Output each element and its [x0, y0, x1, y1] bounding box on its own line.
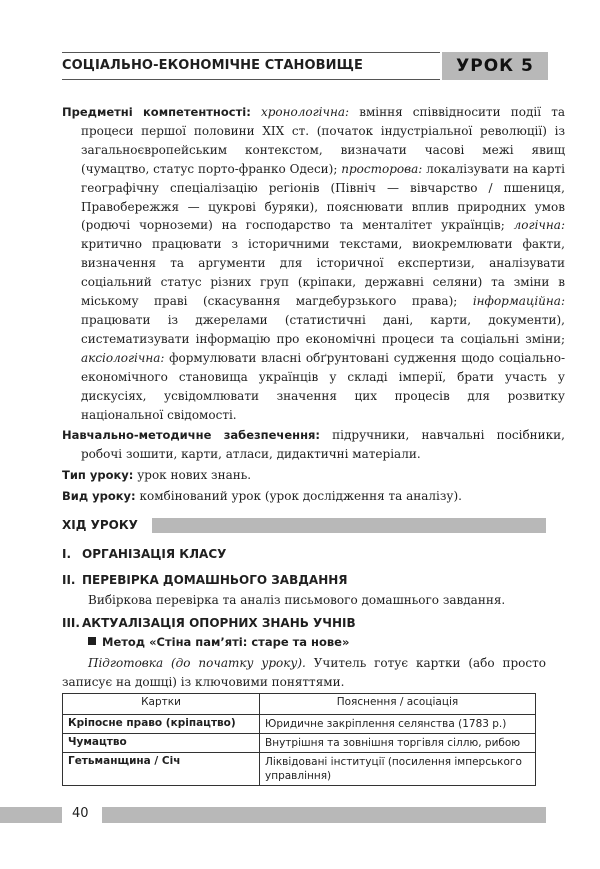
info-term: інформаційна:	[472, 294, 565, 309]
table-cell-def: Ліквідовані інституції (посилення імперського управління)	[260, 753, 536, 786]
table-cell-term: Кріпосне право (кріпацтво)	[63, 715, 260, 734]
section-heading	[62, 547, 226, 561]
footer-bar-right	[102, 807, 546, 823]
section-number: III.	[62, 616, 80, 630]
table-row	[63, 734, 536, 753]
footer-bar-left	[0, 807, 62, 823]
competences-label: Предметні компетентності:	[62, 105, 251, 119]
bullet-square-icon	[88, 637, 96, 645]
competences-paragraph	[62, 103, 565, 424]
prep-text: Учитель готує картки (або просто записує на дошці) із ключовими поняттями.	[62, 656, 546, 689]
lesson-type-label: Тип уроку:	[62, 468, 134, 482]
info-text: працювати із джерелами (статистичні дані, карти, документи), систематизувати інформацію про економічні процеси та соціальні зміни;	[81, 312, 565, 346]
lesson-kind-line	[62, 487, 546, 506]
table-header-cell: Картки	[63, 694, 260, 715]
chrono-text: вміння співвідносити події та процеси першої половини XIX ст. (початок індустріальної революції) із загальноєвропейським контекстом, визначати часові межі явищ (чумацтво, статус порто-франко Одеси);	[81, 105, 565, 176]
space-term: просторова:	[341, 161, 423, 176]
prep-term: Підготовка (до початку уроку).	[88, 656, 306, 670]
axio-text: формулювати власні обґрунтовані судження щодо соціально-економічного становища українців у складі імперії, брати участь у дискусіях, усвідомлювати значення цих процесів для розвитку національної свідомості.	[81, 350, 565, 422]
section-text: Вибіркова перевірка та аналіз письмового домашнього завдання.	[88, 593, 506, 607]
axio-term: аксіологічна:	[81, 350, 165, 365]
method-title: Метод «Стіна пам’яті: старе та нове»	[102, 635, 350, 649]
lesson-kind-text: комбінований урок (урок дослідження та аналізу).	[135, 489, 462, 503]
table-cell-def: Юридичне закріплення селянства (1783 р.)	[260, 715, 536, 734]
section-title: ОРГАНІЗАЦІЯ КЛАСУ	[82, 547, 227, 561]
course-title-bar	[152, 518, 546, 533]
method-heading	[88, 635, 349, 649]
table-row	[63, 753, 536, 786]
chapter-title: СОЦІАЛЬНО-ЕКОНОМІЧНЕ СТАНОВИЩЕ	[62, 58, 363, 73]
support-label: Навчально-методичне забезпечення:	[62, 428, 320, 442]
lesson-number: УРОК 5	[456, 56, 534, 76]
page-number: 40	[72, 806, 89, 821]
lesson-type-line	[62, 466, 546, 485]
lesson-kind-label: Вид уроку:	[62, 489, 136, 503]
lesson-type-text: урок нових знань.	[133, 468, 252, 482]
section-heading	[62, 573, 348, 587]
section-title: ПЕРЕВІРКА ДОМАШНЬОГО ЗАВДАННЯ	[82, 573, 348, 587]
support-text: підручники, навчальні посібники, робочі зошити, карти, атласи, дидактичні матеріали.	[81, 428, 565, 461]
space-text: локалізувати на карті географічну спеціалізацію регіонів (Північ — вівчарство / пшениця, Правобережжя — цукрові буряки), пояснювати вплив природних умов (родючі чорноземи) на господарство та менталітет українців;	[81, 161, 565, 233]
section-heading	[62, 616, 356, 630]
table-cell-term: Гетьманщина / Січ	[63, 753, 260, 786]
support-paragraph	[62, 426, 565, 464]
table-header-row	[63, 694, 536, 715]
header-bottom-rule	[62, 79, 440, 80]
lesson-badge	[440, 52, 548, 80]
logic-text: критично працювати з історичними текстами, виокремлювати факти, визначення та аргументи для історичної експертизи, аналізувати соціальний статус різних груп (кріпаки, державні селяни) та зміни в міському праві (скасування магдебурзького права);	[81, 237, 565, 309]
section-number: I.	[62, 547, 72, 561]
section-title: АКТУАЛІЗАЦІЯ ОПОРНИХ ЗНАНЬ УЧНІВ	[82, 616, 356, 630]
section-number: II.	[62, 573, 76, 587]
table-cell-def: Внутрішня та зовнішня торгівля сіллю, рибою	[260, 734, 536, 753]
method-prep-paragraph	[62, 654, 546, 692]
table-row	[63, 715, 536, 734]
logic-term: логічна:	[513, 218, 565, 233]
table-header-cell: Пояснення / асоціація	[260, 694, 536, 715]
cards-table	[62, 693, 536, 786]
chrono-term: хронологічна:	[260, 105, 350, 119]
course-title: ХІД УРОКУ	[62, 518, 138, 532]
table-cell-term: Чумацтво	[63, 734, 260, 753]
